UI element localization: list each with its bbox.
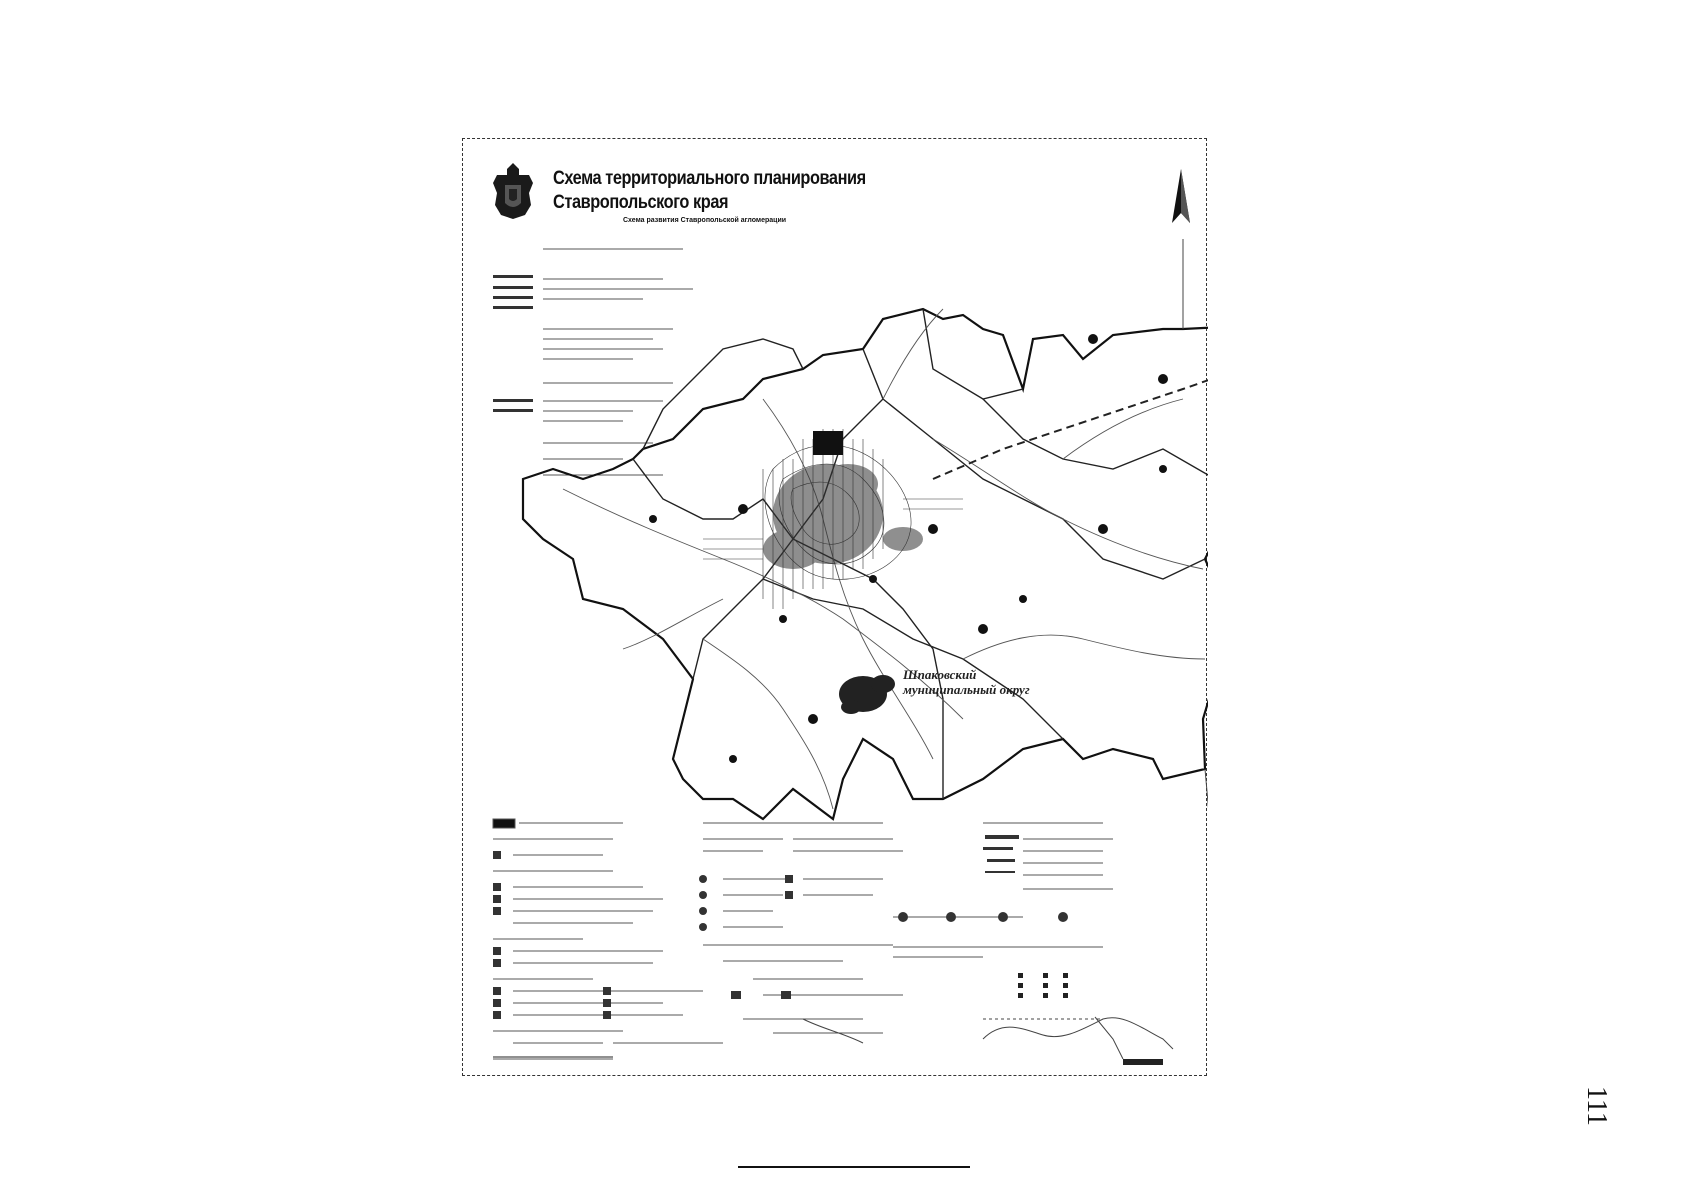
- district-label-line-2: муниципальный округ: [903, 682, 1030, 697]
- map-sheet: [462, 138, 1207, 1076]
- map-drawing: [463, 139, 1208, 1077]
- inset-map: [803, 1017, 1173, 1059]
- legend-bottom: [493, 819, 1113, 1059]
- map-town-cluster: [839, 675, 895, 714]
- map-title-line-2: Ставропольского края: [553, 192, 729, 213]
- district-label-line-1: Шпаковский: [903, 667, 977, 682]
- legend-swatches: [493, 275, 533, 412]
- map-district-boundaries: [633, 309, 1208, 799]
- map-dense-fill: [763, 464, 923, 569]
- map-title-line-1: Схема территориального планирования: [553, 168, 866, 189]
- map-roads: [563, 309, 1205, 809]
- map-dashed-lines: [933, 375, 1208, 479]
- map-settlements: [649, 334, 1208, 763]
- map-area: [523, 309, 1208, 819]
- bottom-rule: [738, 1166, 970, 1168]
- map-subtitle: Схема развития Ставропольской агломерации: [623, 217, 787, 224]
- page-number: 111: [1581, 1086, 1612, 1126]
- district-label: [903, 667, 1030, 697]
- legend-lines: [543, 249, 693, 475]
